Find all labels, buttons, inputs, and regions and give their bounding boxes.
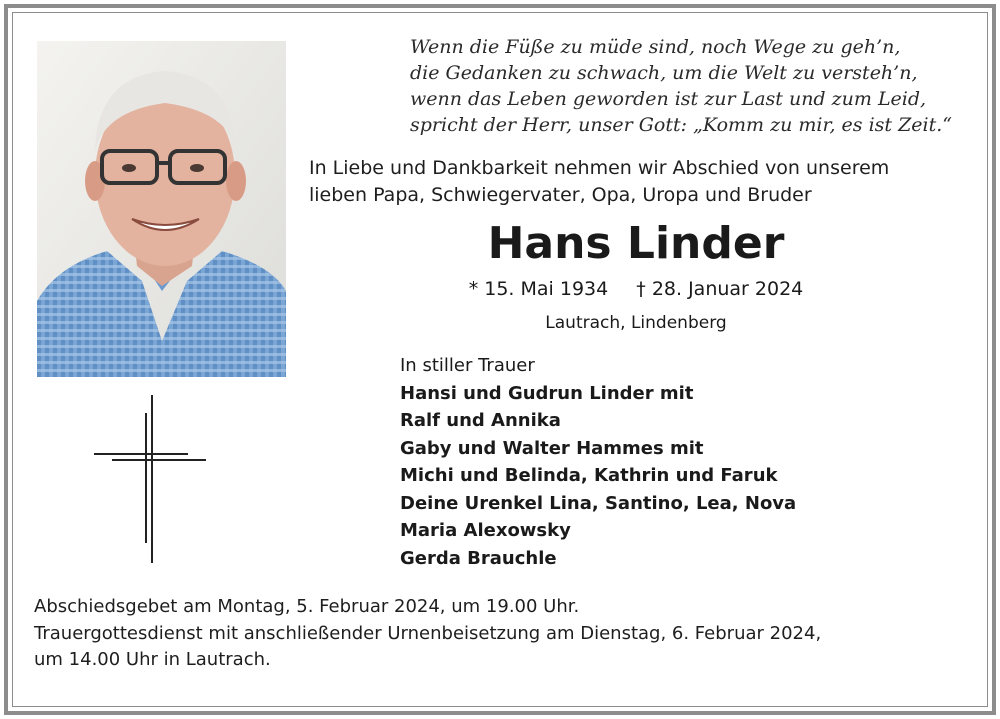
mourner-entry: Michi und Belinda, Kathrin und Faruk <box>400 465 778 486</box>
poem-line: spricht der Herr, unser Gott: „Komm zu mir, es ist Zeit.“ <box>410 114 952 136</box>
poem-line: Wenn die Füße zu müde sind, noch Wege zu geh’n, <box>410 36 901 58</box>
service-line: Trauergottesdienst mit anschließender Urnenbeisetzung am Dienstag, 6. Februar 2024, <box>34 622 822 644</box>
intro-line: In Liebe und Dankbarkeit nehmen wir Abschied von unserem <box>309 157 890 179</box>
poem-line: wenn das Leben geworden ist zur Last und zum Leid, <box>410 88 927 110</box>
service-line: um 14.00 Uhr in Lautrach. <box>34 649 271 670</box>
life-dates <box>300 276 972 302</box>
intro-line: lieben Papa, Schwiegervater, Opa, Uropa und Bruder <box>309 184 812 206</box>
farewell-intro <box>309 155 979 209</box>
service-details <box>34 594 974 674</box>
poem <box>410 34 970 138</box>
mourner-entry: Gerda Brauchle <box>400 547 557 569</box>
mourners-list <box>400 352 960 572</box>
service-line: Abschiedsgebet am Montag, 5. Februar 2024, um 19.00 Uhr. <box>34 596 580 617</box>
birth-date: * 15. Mai 1934 <box>468 278 609 300</box>
mourner-entry: Hansi und Gudrun Linder mit <box>400 382 694 404</box>
mourner-entry: Ralf und Annika <box>400 410 561 431</box>
poem-line: die Gedanken zu schwach, um die Welt zu versteh’n, <box>410 62 918 84</box>
residence: Lautrach, Lindenberg <box>545 313 727 333</box>
deceased-name: Hans Linder <box>487 218 785 269</box>
mourner-entry: Gaby und Walter Hammes mit <box>400 437 704 459</box>
death-date: † 28. Januar 2024 <box>636 278 804 300</box>
mourner-entry: Deine Urenkel Lina, Santino, Lea, Nova <box>400 492 797 514</box>
cross-icon <box>92 393 208 565</box>
mourner-entry: Maria Alexowsky <box>400 520 571 541</box>
portrait-photo <box>37 41 286 377</box>
mourners-lead: In stiller Trauer <box>400 355 535 376</box>
